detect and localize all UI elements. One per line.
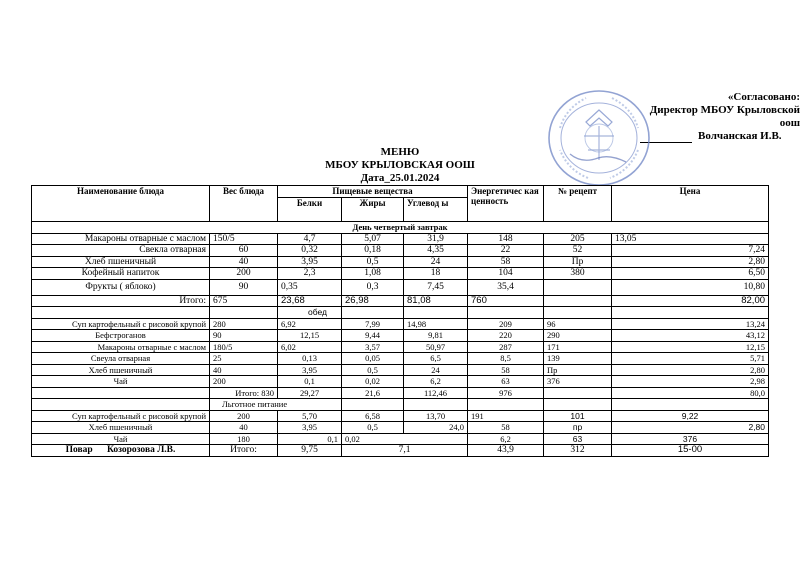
table-row — [32, 341, 769, 353]
dish-weight: 60 — [210, 245, 278, 257]
dish-recipe: 380 — [544, 268, 612, 280]
section-row — [32, 399, 769, 411]
total-proteins: 23,68 — [278, 295, 342, 307]
footer-proteins: 9,75 — [278, 445, 342, 457]
dish-fats: 3,57 — [342, 341, 404, 353]
dish-price: 2,80 — [612, 256, 769, 268]
col-carbs-header: Углевод ы — [404, 197, 468, 221]
dish-recipe: 101 — [544, 410, 612, 422]
dish-fats: 9,44 — [342, 330, 404, 342]
dish-fats: 0,18 — [342, 245, 404, 257]
table-row — [32, 268, 769, 280]
empty-cell — [32, 387, 210, 399]
table-row — [32, 256, 769, 268]
dish-carbs: 14,98 — [404, 318, 468, 330]
col-price-header: Цена — [612, 186, 769, 222]
dish-recipe: пр — [544, 422, 612, 434]
section-benefit: Льготное питание — [210, 399, 342, 411]
dish-recipe — [544, 279, 612, 295]
dish-fats: 0,05 — [342, 353, 404, 365]
table-row — [32, 410, 769, 422]
empty-cell — [544, 399, 612, 411]
dish-weight: 150/5 — [210, 233, 278, 245]
dish-energy: 148 — [468, 233, 544, 245]
table-row — [32, 376, 769, 388]
col-energy-header: Энергетичес кая ценность — [468, 186, 544, 222]
dish-price: 13,05 — [612, 233, 769, 245]
dish-name: Суп картофельный с рисовой крупой — [32, 318, 210, 330]
cook-name: Козорозова Л.В. — [106, 445, 176, 456]
empty-cell — [468, 307, 544, 319]
dish-energy: 63 — [468, 376, 544, 388]
empty-cell — [404, 307, 468, 319]
table-row — [32, 279, 769, 295]
dish-energy: 104 — [468, 268, 544, 280]
empty-cell — [544, 387, 612, 399]
dish-name: Макароны отварные с маслом — [32, 233, 210, 245]
total-label: Итого: 830 — [210, 387, 278, 399]
dish-name: Фрукты ( яблоко) — [32, 279, 210, 295]
dish-weight: 200 — [210, 376, 278, 388]
dish-proteins: 6,92 — [278, 318, 342, 330]
table-row — [32, 245, 769, 257]
cook-cell — [32, 445, 210, 457]
school-name: МБОУ КРЫЛОВСКАЯ ООШ — [325, 159, 475, 171]
dish-energy: 58 — [468, 256, 544, 268]
dish-name: Свекла отварная — [32, 245, 210, 257]
dish-energy: 209 — [468, 318, 544, 330]
dish-proteins: 0,1 — [278, 433, 342, 445]
dish-recipe: 139 — [544, 353, 612, 365]
dish-carbs: 31,9 — [404, 233, 468, 245]
dish-proteins: 0,35 — [278, 279, 342, 295]
table-row — [32, 422, 769, 434]
dish-energy: 58 — [468, 422, 544, 434]
dish-price: 5,71 — [612, 353, 769, 365]
footer-total-label: Итого: — [210, 445, 278, 457]
dish-price: 2,98 — [612, 376, 769, 388]
dish-weight: 40 — [210, 422, 278, 434]
dish-carbs: 4,35 — [404, 245, 468, 257]
dish-recipe: 376 — [544, 376, 612, 388]
dish-price: 13,24 — [612, 318, 769, 330]
dish-carbs: 9,81 — [404, 330, 468, 342]
footer-energy: 43,9 — [468, 445, 544, 457]
col-weight-header: Вес блюда — [210, 186, 278, 222]
dish-weight: 180 — [210, 433, 278, 445]
dish-fats: 6,58 — [342, 410, 404, 422]
col-name-header: Наименование блюда — [32, 186, 210, 222]
menu-title: МЕНЮ — [380, 146, 420, 158]
total-weight: 675 — [210, 295, 278, 307]
col-proteins-header: Белки — [278, 197, 342, 221]
dish-proteins: 5,70 — [278, 410, 342, 422]
dish-carbs: 18 — [404, 268, 468, 280]
total-row — [32, 295, 769, 307]
total-row — [32, 387, 769, 399]
empty-cell — [210, 307, 278, 319]
total-carbs: 112,46 — [404, 387, 468, 399]
footer-row — [32, 445, 769, 457]
dish-name: Кофейный напиток — [32, 268, 210, 280]
dish-carbs: 24 — [404, 364, 468, 376]
approval-position: Директор МБОУ Крыловской оош — [649, 104, 800, 129]
section-lunch: обед — [278, 307, 342, 319]
total-fats: 26,98 — [342, 295, 404, 307]
dish-energy: 58 — [468, 364, 544, 376]
dish-proteins: 3,95 — [278, 256, 342, 268]
dish-price: 43,12 — [612, 330, 769, 342]
dish-fats: 0,02 — [342, 376, 404, 388]
dish-price: 2,80 — [612, 364, 769, 376]
dish-recipe: Пр — [544, 256, 612, 268]
footer-recipe: 312 — [544, 445, 612, 457]
total-energy: 976 — [468, 387, 544, 399]
dish-energy: 6,2 — [468, 433, 544, 445]
total-price: 80,0 — [612, 387, 769, 399]
dish-weight: 40 — [210, 256, 278, 268]
dish-fats: 0,5 — [342, 364, 404, 376]
empty-cell — [544, 307, 612, 319]
table-row — [32, 364, 769, 376]
dish-weight: 280 — [210, 318, 278, 330]
dish-proteins: 3,95 — [278, 422, 342, 434]
dish-proteins: 0,13 — [278, 353, 342, 365]
total-price: 82,00 — [612, 295, 769, 307]
dish-carbs: 24,0 — [404, 422, 468, 434]
section-breakfast: День четвертый завтрак — [32, 222, 769, 234]
dish-price: 2,80 — [612, 422, 769, 434]
dish-fats-carbs: 0,02 — [342, 433, 468, 445]
dish-energy: 22 — [468, 245, 544, 257]
dish-weight: 90 — [210, 279, 278, 295]
dish-weight: 200 — [210, 410, 278, 422]
footer-fats-carbs: 7,1 — [342, 445, 468, 457]
dish-proteins: 3,95 — [278, 364, 342, 376]
dish-energy: 35,4 — [468, 279, 544, 295]
empty-cell — [612, 399, 769, 411]
dish-price: 376 — [612, 433, 769, 445]
empty-cell — [342, 307, 404, 319]
table-header-row — [32, 186, 769, 198]
dish-carbs: 6,2 — [404, 376, 468, 388]
dish-price: 6,50 — [612, 268, 769, 280]
empty-cell — [32, 307, 210, 319]
total-label: Итого: — [32, 295, 210, 307]
approval-block — [640, 91, 800, 143]
menu-table — [31, 185, 769, 457]
dish-name: Хлеб пшеничный — [32, 364, 210, 376]
menu-date: Дата_25.01.2024 — [360, 172, 440, 184]
dish-recipe: 171 — [544, 341, 612, 353]
dish-name: Суп картофельный с рисовой крупой — [32, 410, 210, 422]
approval-name: Волчанская И.В. — [698, 130, 782, 142]
dish-fats: 5,07 — [342, 233, 404, 245]
col-nutrients-header: Пищевые вещества — [278, 186, 468, 198]
dish-name: Макароны отварные с маслом — [32, 341, 210, 353]
dish-price: 10,80 — [612, 279, 769, 295]
section-row — [32, 222, 769, 234]
dish-carbs: 13,70 — [404, 410, 468, 422]
dish-energy: 8,5 — [468, 353, 544, 365]
total-recipe-empty — [544, 295, 612, 307]
table-row — [32, 318, 769, 330]
dish-price: 7,24 — [612, 245, 769, 257]
dish-name: Чай — [32, 376, 210, 388]
dish-recipe: 96 — [544, 318, 612, 330]
dish-weight: 180/5 — [210, 341, 278, 353]
empty-cell — [404, 399, 468, 411]
dish-name: Бефстроганов — [32, 330, 210, 342]
section-row — [32, 307, 769, 319]
empty-cell — [468, 399, 544, 411]
dish-name: Хлеб пшеничный — [32, 256, 210, 268]
dish-price: 12,15 — [612, 341, 769, 353]
dish-carbs: 50,97 — [404, 341, 468, 353]
dish-proteins: 12,15 — [278, 330, 342, 342]
dish-name: Свеула отварная — [32, 353, 210, 365]
dish-recipe: 290 — [544, 330, 612, 342]
total-energy: 760 — [468, 295, 544, 307]
dish-energy: 191 — [468, 410, 544, 422]
dish-recipe: Пр — [544, 364, 612, 376]
dish-fats: 7,99 — [342, 318, 404, 330]
dish-fats: 0,3 — [342, 279, 404, 295]
dish-weight: 25 — [210, 353, 278, 365]
dish-proteins: 2,3 — [278, 268, 342, 280]
dish-fats: 0,5 — [342, 256, 404, 268]
dish-proteins: 4,7 — [278, 233, 342, 245]
menu-header — [300, 146, 500, 185]
footer-price: 15-00 — [612, 445, 769, 457]
table-row — [32, 233, 769, 245]
dish-carbs: 24 — [404, 256, 468, 268]
dish-proteins: 0,1 — [278, 376, 342, 388]
empty-cell — [342, 399, 404, 411]
dish-energy: 287 — [468, 341, 544, 353]
dish-weight: 90 — [210, 330, 278, 342]
total-carbs: 81,08 — [404, 295, 468, 307]
dish-energy: 220 — [468, 330, 544, 342]
dish-carbs: 7,45 — [404, 279, 468, 295]
dish-weight: 40 — [210, 364, 278, 376]
dish-proteins: 6,02 — [278, 341, 342, 353]
dish-proteins: 0,32 — [278, 245, 342, 257]
approval-signature-line — [640, 130, 800, 143]
dish-price: 9,22 — [612, 410, 769, 422]
dish-carbs: 6,5 — [404, 353, 468, 365]
empty-cell — [612, 307, 769, 319]
official-stamp-icon — [546, 88, 652, 188]
dish-recipe: 205 — [544, 233, 612, 245]
dish-name: Хлеб пшеничный — [32, 422, 210, 434]
cook-label: Повар — [65, 445, 93, 456]
dish-recipe: 63 — [544, 433, 612, 445]
table-row — [32, 330, 769, 342]
dish-name: Чай — [32, 433, 210, 445]
total-fats: 21,6 — [342, 387, 404, 399]
dish-fats: 0,5 — [342, 422, 404, 434]
table-row — [32, 433, 769, 445]
approval-title: «Согласовано: — [727, 91, 800, 103]
dish-fats: 1,08 — [342, 268, 404, 280]
table-row — [32, 353, 769, 365]
col-fats-header: Жиры — [342, 197, 404, 221]
dish-recipe: 52 — [544, 245, 612, 257]
empty-cell — [32, 399, 210, 411]
total-proteins: 29,27 — [278, 387, 342, 399]
dish-weight: 200 — [210, 268, 278, 280]
col-recipe-header: № рецепт — [544, 186, 612, 222]
